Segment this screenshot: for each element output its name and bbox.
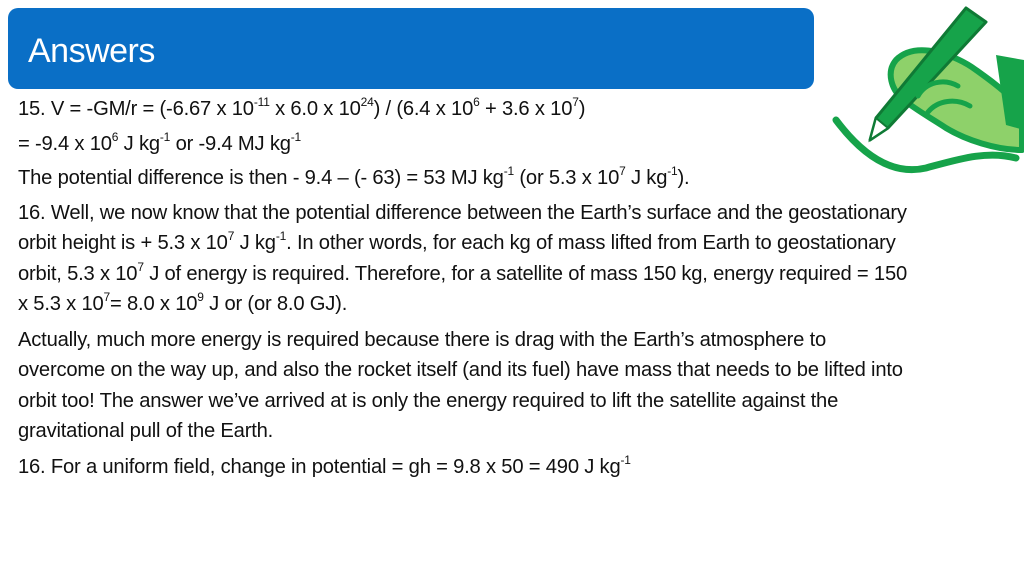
answer-line-potential-difference: The potential difference is then - 9.4 – (- 63) = 53 MJ $kg^{-1}$ (or 5.3 x $10^7$ J $kg^{-1}$). xyxy=(18,164,690,189)
slide-title: Answers xyxy=(28,32,155,70)
answer-content xyxy=(18,94,918,487)
answer-paragraph-actually: Actually, much more energy is required because there is drag with the Earth’s atmosphere to overcome on the way up, and also the rocket itself (and its fuel) have mass that needs to be lifted into orbit too! The answer we’ve arrived at is only the energy required to lift the satellite against the gravitational pull of the Earth. xyxy=(18,328,903,442)
answer-line-result: = -9.4 x $10^6$ J $kg^{-1}$ or -9.4 MJ $kg^{-1}$ xyxy=(18,129,302,155)
answer-paragraph-16: 16. Well, we now know that the potential difference between the Earth’s surface and the geostationary orbit height is + 5.3 x $10^7$ J $kg^{-1}$. In other words, for each kg of mass lifted from Earth to geostationary orbit, 5.3 x $10^7$ J of energy is required. Therefore, for a satellite of mass 150 kg, energy required = 150 x 5.3 x $10^7= 8.0$ x $10^9$ J or (or 8.0 GJ). xyxy=(18,201,908,315)
answer-line-uniform-field: 16. For a uniform field, change in potential = gh = 9.8 x 50 = 490 J $kg^{-1}$ xyxy=(18,452,631,478)
answer-line-15: 15. V = -GM/r = (-6.67 x $10^{-11}$ x 6.0 x $10^{24}) / (6.4$ x $10^6 + 3.6$ x $10^7$) xyxy=(18,95,586,120)
title-bar xyxy=(8,8,814,89)
